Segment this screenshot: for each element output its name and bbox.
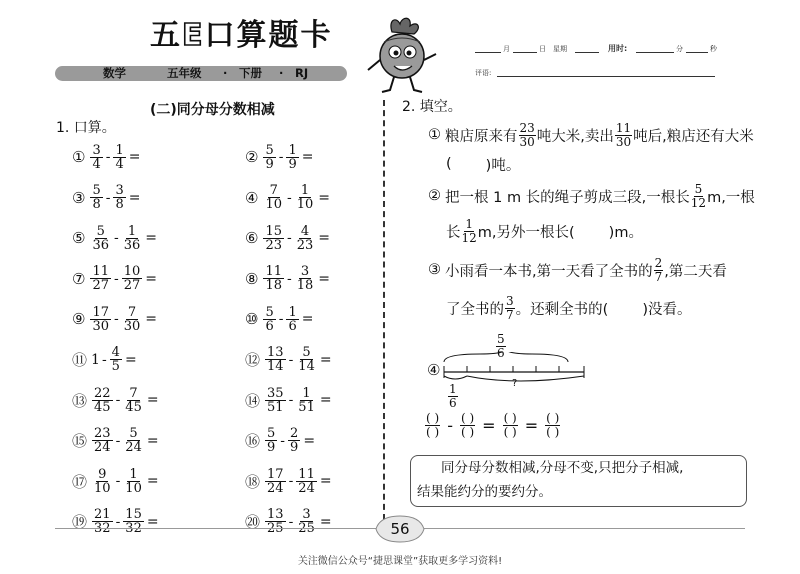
- minus-sign: -: [115, 392, 121, 408]
- minus-sign: -: [288, 473, 294, 489]
- part2-label: 2. 填空。: [402, 99, 462, 115]
- question-2-line-2: [446, 213, 643, 249]
- minus-sign: -: [447, 416, 453, 435]
- fraction: $\frac{5}{14}$: [298, 345, 315, 374]
- band-grade: 五年级: [167, 66, 202, 80]
- oral-calc-item: [245, 221, 332, 255]
- question-number: ①: [428, 127, 441, 143]
- part1-label: 1. 口算。: [56, 120, 116, 136]
- minus-sign: -: [114, 270, 119, 287]
- oral-calc-item: [72, 383, 161, 417]
- item-number: ⑤: [72, 229, 86, 247]
- minus-sign: -: [105, 149, 111, 165]
- answer-blank-open: (: [446, 156, 452, 172]
- equals-sign: =: [146, 513, 159, 530]
- minus-sign: -: [287, 230, 292, 246]
- fraction: 5 9: [265, 142, 274, 172]
- minus-sign: -: [101, 351, 107, 368]
- title-part-e: E: [182, 18, 205, 53]
- equals-sign: =: [145, 270, 158, 287]
- equals-sign: =: [482, 416, 496, 435]
- oral-calc-item: [72, 140, 142, 174]
- day-label: 日: [539, 45, 546, 53]
- fraction: $\frac{2}{9}$: [290, 426, 299, 455]
- fraction: $\frac{4}{23}$: [296, 223, 314, 253]
- fraction: 15 23: [265, 223, 282, 253]
- equals-sign: =: [301, 149, 314, 165]
- fill-fraction[interactable]: ( ) ( ): [426, 411, 440, 439]
- minus-sign: -: [114, 230, 119, 246]
- fraction: $\frac{3}{18}$: [296, 264, 314, 293]
- q1-text: 吨大米,卖出: [536, 128, 614, 145]
- oral-calc-item: [245, 464, 334, 498]
- oral-calc-item: [245, 424, 317, 458]
- fraction: 22 45: [94, 385, 111, 415]
- item-number: ⑥: [245, 229, 259, 247]
- equals-sign: =: [124, 351, 137, 368]
- weekday-label: 星期: [553, 45, 567, 53]
- item-number: ⑲: [72, 513, 88, 531]
- oral-calc-item: [72, 302, 159, 336]
- question-1-line-2: [446, 146, 520, 182]
- item-number: ⑬: [72, 391, 88, 410]
- minus-sign: -: [288, 513, 294, 530]
- q2-text: m,一根: [707, 189, 755, 206]
- answer-blank[interactable]: [452, 158, 486, 170]
- question-number: ②: [428, 188, 441, 204]
- minus-sign: -: [288, 351, 294, 368]
- answer-blank[interactable]: [608, 302, 642, 314]
- fraction: $\frac{1}{36}$: [123, 223, 141, 253]
- item-number: ⑯: [245, 432, 261, 450]
- fraction: 7 10: [265, 183, 282, 212]
- question-3-line-1: [428, 252, 727, 288]
- fraction: 21 32: [94, 507, 111, 536]
- band-sep: ·: [223, 66, 228, 80]
- fraction: 5 9: [267, 426, 276, 455]
- fraction: $\frac{11}{24}$: [298, 466, 315, 496]
- equals-sign: =: [145, 230, 158, 246]
- equals-sign: =: [303, 432, 316, 449]
- q2-fraction-1: 5 12: [690, 181, 707, 210]
- oral-calc-item: [72, 464, 161, 498]
- item-number: ⑧: [245, 269, 259, 288]
- item-number: ⑦: [72, 269, 86, 288]
- q4-bottom-fraction: 1 6: [449, 382, 457, 410]
- oral-calc-item: [72, 181, 142, 215]
- fraction: 9 10: [94, 466, 111, 496]
- card-title: [150, 10, 333, 54]
- fraction: $\frac{1}{4}$: [115, 142, 124, 172]
- q3-text: 小雨看一本书,第一天看了全书的: [445, 263, 653, 280]
- item-number: ⑮: [72, 432, 88, 450]
- note-line-2: 结果能约分的要约分。: [417, 484, 552, 500]
- equals-sign: =: [146, 392, 159, 408]
- band-edition: RJ: [295, 66, 309, 80]
- oral-calc-item: [245, 505, 334, 539]
- fraction: $\frac{1}{10}$: [296, 183, 314, 212]
- subject-band: [55, 66, 347, 81]
- fraction: $\frac{3}{8}$: [115, 183, 124, 212]
- q1-text: 吨后,粮店还有大米: [633, 128, 754, 145]
- fill-expression: [424, 412, 561, 439]
- q2-text: m,另外一根长(: [477, 224, 575, 241]
- minus-sign: -: [278, 311, 284, 327]
- item-number: ⑰: [72, 472, 88, 491]
- column-divider: [383, 100, 385, 520]
- fill-fraction[interactable]: ( ) ( ): [460, 411, 475, 439]
- equals-sign: =: [145, 311, 158, 327]
- equals-sign: =: [319, 513, 332, 530]
- q4-top-fraction: 5 6: [497, 332, 505, 360]
- minus-sign: -: [287, 270, 292, 287]
- minus-sign: -: [287, 189, 292, 206]
- equals-sign: =: [128, 189, 141, 206]
- fraction: 5 36: [92, 223, 109, 253]
- fraction: 23 24: [94, 426, 111, 455]
- minus-sign: -: [115, 432, 121, 449]
- oral-calc-item: [72, 424, 161, 458]
- oral-calc-item: [245, 140, 315, 174]
- fraction: $\frac{1}{9}$: [288, 142, 297, 172]
- fill-fraction[interactable]: ( ) ( ): [546, 411, 560, 439]
- equals-sign: =: [318, 270, 331, 287]
- q2-text: )m。: [608, 224, 643, 241]
- question-2-line-1: [428, 178, 755, 214]
- item-number: ④: [245, 188, 259, 207]
- item-number: ⑨: [72, 310, 86, 328]
- q1-fraction-1: 23 30: [519, 120, 535, 149]
- item-number: ③: [72, 188, 86, 207]
- q3-fraction-1: 2 7: [654, 255, 663, 284]
- minus-sign: -: [105, 189, 111, 206]
- fraction: $\frac{1}{10}$: [125, 466, 142, 496]
- equals-sign: =: [524, 416, 539, 435]
- time-label: 用时:: [608, 44, 628, 53]
- fraction: $\frac{1}{6}$: [288, 304, 297, 334]
- fraction: $\frac{4}{5}$: [111, 345, 120, 374]
- q3-text: 了全书的: [446, 301, 504, 318]
- minute-label: 分: [676, 45, 683, 53]
- question-number: ③: [428, 262, 441, 278]
- unknown-marker: ?: [512, 378, 518, 389]
- note-line-1: 同分母分数相减,分母不变,只把分子相减,: [441, 460, 684, 476]
- item-number: ⑪: [72, 351, 88, 369]
- fraction: 17 24: [267, 466, 284, 496]
- whole-number: 1: [91, 351, 100, 368]
- fraction: $\frac{15}{32}$: [125, 507, 142, 536]
- q3-text: )没看。: [642, 301, 692, 318]
- band-sep: ·: [279, 66, 284, 80]
- month-label: 月: [503, 45, 510, 53]
- fill-fraction[interactable]: ( ) ( ): [503, 411, 517, 439]
- equals-sign: =: [319, 392, 332, 408]
- footer-text: 关注微信公众号“捷思课堂”获取更多学习资料!: [297, 556, 503, 567]
- q2-text: 长: [446, 224, 461, 241]
- item-number: ①: [72, 148, 86, 166]
- fraction: $\frac{7}{45}$: [125, 385, 142, 415]
- question-number: ④: [427, 361, 441, 379]
- fraction: 5 6: [265, 304, 274, 334]
- question-3-line-2: [446, 290, 691, 326]
- oral-calc-item: [72, 221, 159, 255]
- fraction: 13 25: [267, 507, 284, 536]
- fraction: 5 8: [92, 183, 101, 212]
- oral-calc-item: [245, 262, 332, 296]
- q1-text: 粮店原来有: [445, 128, 518, 145]
- fraction: 17 30: [92, 304, 109, 334]
- item-number: ⑱: [245, 472, 261, 491]
- fraction: $\frac{5}{24}$: [125, 426, 142, 455]
- fraction: 35 51: [267, 385, 284, 415]
- q3-text: 。还剩全书的(: [515, 301, 609, 318]
- oral-calc-item: [245, 383, 334, 417]
- section-title: (二)同分母分数相减: [150, 102, 275, 118]
- equals-sign: =: [318, 230, 331, 246]
- fraction: 11 18: [265, 264, 282, 293]
- comment-label: 评语:: [475, 69, 492, 77]
- fraction: $\frac{10}{27}$: [123, 264, 141, 293]
- item-number: ⑫: [245, 351, 261, 369]
- q2-text: 把一根 1 m 长的绳子剪成三段,一根长: [445, 189, 690, 206]
- oral-calc-item: [245, 181, 332, 215]
- item-number: ⑩: [245, 310, 259, 328]
- fraction: $\frac{7}{30}$: [123, 304, 141, 334]
- oral-calc-item: [72, 343, 139, 377]
- title-part-five: 五: [150, 18, 182, 53]
- fraction: $\frac{1}{51}$: [298, 385, 315, 415]
- item-number: ②: [245, 148, 259, 166]
- comment-line: [497, 76, 715, 77]
- q1-text: )吨。: [485, 157, 521, 174]
- oral-calc-item: [245, 343, 334, 377]
- equals-sign: =: [128, 149, 141, 165]
- band-subject: 数学: [103, 66, 126, 80]
- fraction: 11 27: [92, 264, 109, 293]
- q1-fraction-2: 11 30: [615, 120, 632, 149]
- equals-sign: =: [318, 189, 331, 206]
- q3-text: ,第二天看: [664, 263, 727, 280]
- equals-sign: =: [146, 473, 159, 489]
- oral-calc-item: [72, 505, 161, 539]
- oral-calc-item: [245, 302, 315, 336]
- band-term: 下册: [239, 66, 262, 80]
- oral-calc-item: [72, 262, 159, 296]
- answer-blank[interactable]: [575, 225, 609, 237]
- rule-note: [410, 455, 747, 507]
- fraction: 13 14: [267, 345, 284, 374]
- mascot-illustration: [362, 14, 442, 96]
- equals-sign: =: [319, 473, 332, 489]
- minus-sign: -: [114, 311, 119, 327]
- minus-sign: -: [115, 473, 121, 489]
- page-number: 56: [390, 520, 410, 538]
- minus-sign: -: [278, 149, 284, 165]
- q2-fraction-2: 1 12: [461, 216, 477, 245]
- minus-sign: -: [115, 513, 121, 530]
- item-number: ⑳: [245, 513, 261, 531]
- equals-sign: =: [319, 351, 332, 368]
- fraction: $\frac{3}{25}$: [298, 507, 315, 536]
- minus-sign: -: [288, 392, 294, 408]
- equals-sign: =: [301, 311, 314, 327]
- equals-sign: =: [146, 432, 159, 449]
- minus-sign: -: [280, 432, 286, 449]
- item-number: ⑭: [245, 391, 261, 410]
- fraction: 3 4: [92, 142, 101, 172]
- second-label: 秒: [710, 45, 717, 53]
- title-part-card: 口算题卡: [204, 18, 333, 53]
- q3-fraction-2: 3 7: [506, 293, 514, 322]
